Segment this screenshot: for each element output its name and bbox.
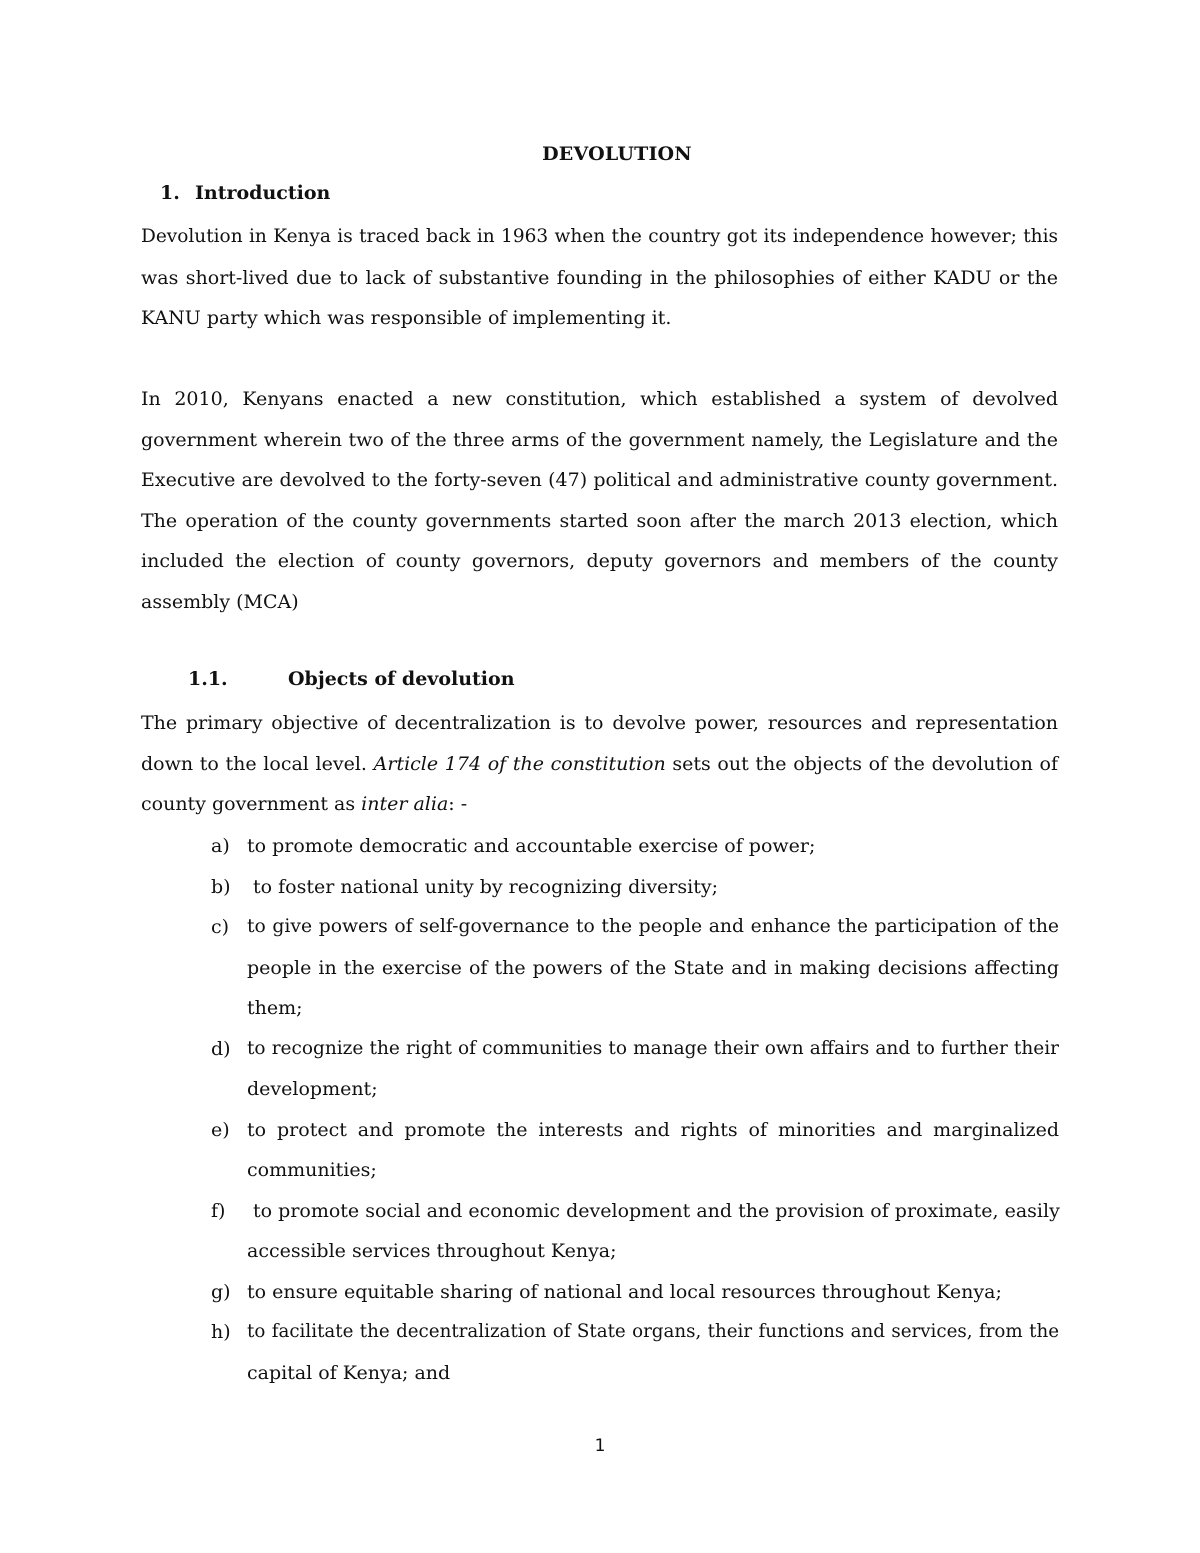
list-marker: f) bbox=[211, 1199, 226, 1222]
list-item-line: capital of Kenya; and bbox=[247, 1361, 451, 1384]
list-item bbox=[211, 1191, 1059, 1272]
paragraph-line bbox=[141, 744, 1058, 785]
list-item-line: accessible services throughout Kenya; bbox=[247, 1240, 617, 1262]
paragraph-line bbox=[141, 784, 1058, 825]
list-item bbox=[211, 1312, 1059, 1393]
paragraph-line: Executive are devolved to the forty-seven (47) political and administrative county government. bbox=[141, 469, 1058, 491]
list-item-text bbox=[247, 1110, 1059, 1191]
paragraph-line: assembly (MCA) bbox=[141, 590, 299, 613]
list-item bbox=[211, 826, 1059, 867]
paragraph-line: KANU party which was responsible of implementing it. bbox=[141, 307, 672, 329]
intro-paragraph-2 bbox=[141, 379, 1058, 622]
italic-citation: Article 174 of the constitution bbox=[373, 752, 666, 775]
subsection-number: 1.1. bbox=[188, 668, 228, 690]
paragraph-line: government wherein two of the three arms of the government namely, the Legislature and the bbox=[141, 428, 1058, 451]
list-item-text bbox=[247, 907, 1059, 1029]
list-item-line: them; bbox=[247, 997, 303, 1019]
list-marker: c) bbox=[211, 916, 230, 938]
list-marker: g) bbox=[211, 1280, 231, 1303]
list-item bbox=[211, 1110, 1059, 1191]
list-item-line: people in the exercise of the powers of the State and in making decisions affecting bbox=[247, 956, 1059, 979]
list-item bbox=[211, 1029, 1059, 1110]
objects-list bbox=[211, 826, 1059, 1393]
paragraph-line: In 2010, Kenyans enacted a new constitution, which established a system of devolved bbox=[141, 388, 1058, 410]
document-title: DEVOLUTION bbox=[542, 143, 692, 165]
paragraph-line: included the election of county governors, deputy governors and members of the county bbox=[141, 550, 1058, 572]
list-item bbox=[211, 867, 1059, 908]
list-item-line: to give powers of self-governance to the people and enhance the participation of the bbox=[247, 916, 1059, 937]
section-number: 1. bbox=[160, 182, 180, 204]
paragraph-line: The primary objective of decentralization is to devolve power, resources and representation bbox=[141, 712, 1058, 734]
list-marker: b) bbox=[211, 875, 231, 898]
paragraph-line: The operation of the county governments started soon after the march 2013 election, which bbox=[141, 509, 1058, 532]
list-item-line: to facilitate the decentralization of State organs, their functions and services, from the bbox=[247, 1321, 1059, 1342]
list-item-text bbox=[247, 1191, 1059, 1272]
list-item-text bbox=[247, 1029, 1059, 1110]
list-item-line: development; bbox=[247, 1078, 378, 1100]
text-run: down to the local level. bbox=[141, 752, 374, 775]
subsection-heading-objects bbox=[188, 668, 515, 690]
list-marker: a) bbox=[211, 835, 230, 857]
text-run: county government as bbox=[141, 793, 362, 815]
page-number: 1 bbox=[594, 1436, 606, 1456]
objects-intro-paragraph bbox=[141, 703, 1058, 825]
text-run: sets out the objects of the devolution of bbox=[665, 752, 1058, 775]
list-item-line: to ensure equitable sharing of national and local resources throughout Kenya; bbox=[247, 1280, 1002, 1303]
list-item bbox=[211, 1272, 1059, 1313]
list-item-line: to promote democratic and accountable exercise of power; bbox=[247, 835, 816, 857]
paragraph-line: was short-lived due to lack of substantive founding in the philosophies of either KADU or the bbox=[141, 266, 1058, 289]
italic-term: inter alia bbox=[361, 793, 449, 815]
list-marker: e) bbox=[211, 1118, 230, 1141]
list-marker: d) bbox=[211, 1037, 231, 1060]
paragraph-line: Devolution in Kenya is traced back in 1963 when the country got its independence however; this bbox=[141, 226, 1058, 247]
section-heading-text: Introduction bbox=[195, 182, 331, 204]
list-item bbox=[211, 907, 1059, 1029]
list-item-text bbox=[247, 826, 1059, 867]
list-item-line: to protect and promote the interests and rights of minorities and marginalized bbox=[247, 1118, 1059, 1141]
text-run: : - bbox=[448, 793, 468, 815]
list-item-text bbox=[247, 1312, 1059, 1393]
list-item-line: to foster national unity by recognizing diversity; bbox=[247, 875, 718, 898]
list-item-line: to recognize the right of communities to manage their own affairs and to further their bbox=[247, 1037, 1059, 1059]
list-item-text bbox=[247, 867, 1059, 908]
subsection-heading-text: Objects of devolution bbox=[288, 668, 515, 690]
list-item-text bbox=[247, 1272, 1059, 1313]
section-heading-introduction bbox=[160, 182, 330, 204]
intro-paragraph-1 bbox=[141, 217, 1058, 339]
list-item-line: to promote social and economic development and the provision of proximate, easily bbox=[247, 1199, 1060, 1222]
list-marker: h) bbox=[211, 1321, 231, 1343]
list-item-line: communities; bbox=[247, 1159, 377, 1181]
